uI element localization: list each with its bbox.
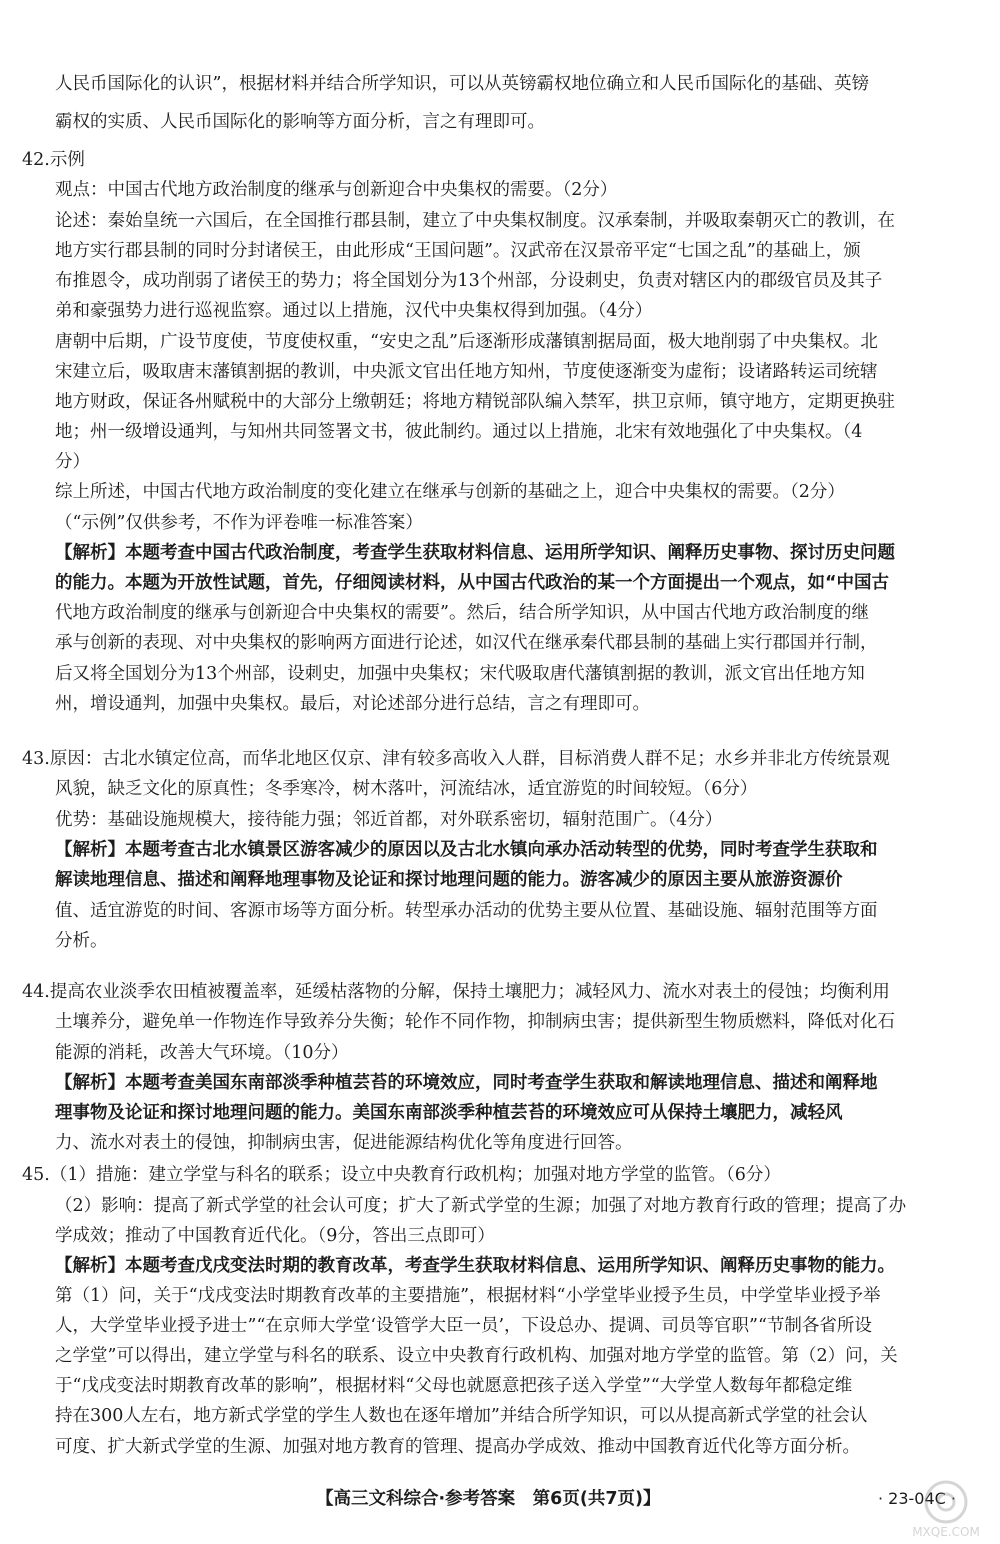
text-line: 后又将全国划分为13个州部，设刺史，加强中央集权；宋代吸取唐代藩镇割据的教训，派文官出任地方知 [55, 664, 865, 684]
text-line: 布推恩令，成功削弱了诸侯王的势力；将全国划分为13个州部，分设刺史，负责对辖区内的郡级官员及其子 [55, 271, 883, 291]
text-line: 于“戊戌变法时期教育改革的影响”，根据材料“父母也就愿意把孩子送入学堂”“大学堂人数每年都稳定维 [55, 1376, 853, 1396]
text-line: 地方财政，保证各州赋税中的大部分上缴朝廷；将地方精锐部队编入禁军，拱卫京师，镇守地方，定期更换驻 [55, 392, 895, 412]
text-line: 【解析】本题考查古北水镇景区游客减少的原因以及古北水镇向承办活动转型的优势，同时考查学生获取和 [55, 840, 878, 860]
text-line: 弟和豪强势力进行巡视监察。通过以上措施，汉代中央集权得到加强。（4分） [55, 301, 653, 321]
text-line: 州，增设通判，加强中央集权。最后，对论述部分进行总结，言之有理即可。 [55, 694, 650, 714]
text-line: （2）影响：提高了新式学堂的社会认可度；扩大了新式学堂的生源；加强了对地方教育行政的管理；提高了办 [55, 1196, 907, 1216]
text-line: （“示例”仅供参考，不作为评卷唯一标准答案） [55, 513, 423, 533]
text-line: 43.原因：古北水镇定位高，而华北地区仅京、津有较多高收入人群，目标消费人群不足；水乡并非北方传统景观 [22, 749, 890, 769]
text-line: 综上所述，中国古代地方政治制度的变化建立在继承与创新的基础之上，迎合中央集权的需要。（2分） [55, 482, 845, 502]
text-line: 分） [55, 452, 90, 472]
text-line: 【解析】本题考查中国古代政治制度，考查学生获取材料信息、运用所学知识、阐释历史事物、探讨历史问题 [55, 543, 895, 563]
text-line: 45.（1）措施：建立学堂与科名的联系；设立中央教育行政机构；加强对地方学堂的监管。（6分） [22, 1165, 781, 1185]
text-line: 力、流水对表土的侵蚀，抑制病虫害，促进能源结构优化等角度进行回答。 [55, 1133, 633, 1153]
text-line: 霸权的实质、人民币国际化的影响等方面分析，言之有理即可。 [55, 112, 545, 132]
text-line: 论述：秦始皇统一六国后，在全国推行郡县制，建立了中央集权制度。汉承秦制，并吸取秦朝灭亡的教训，在 [55, 211, 895, 231]
text-line: 代地方政治制度的继承与创新迎合中央集权的需要”。然后，结合所学知识，从中国古代地方政治制度的继 [55, 603, 869, 623]
text-line: 人民币国际化的认识”，根据材料并结合所学知识，可以从英镑霸权地位确立和人民币国际化的基础、英镑 [55, 74, 869, 94]
page-footer: 【高三文科综合·参考答案 第6页(共7页)】 [316, 1489, 661, 1509]
text-line: 唐朝中后期，广设节度使，节度使权重，“安史之乱”后逐渐形成藩镇割据局面，极大地削弱了中央集权。北 [55, 332, 878, 352]
text-line: 44.提高农业淡季农田植被覆盖率，延缓枯落物的分解，保持土壤肥力；减轻风力、流水对表土的侵蚀；均衡利用 [22, 982, 890, 1002]
text-line: 解读地理信息、描述和阐释地理事物及论证和探讨地理问题的能力。游客减少的原因主要从旅游资源价 [55, 870, 843, 890]
text-line: 【解析】本题考查戊戌变法时期的教育改革，考查学生获取材料信息、运用所学知识、阐释历史事物的能力。 [55, 1256, 895, 1276]
text-line: 的能力。本题为开放性试题，首先，仔细阅读材料，从中国古代政治的某一个方面提出一个观点，如“中国古 [55, 573, 889, 593]
watermark-text: MXQE.COM [912, 1525, 980, 1539]
text-line: 之学堂”可以得出，建立学堂与科名的联系、设立中央教育行政机构、加强对地方学堂的监管。第（2）问，关 [55, 1346, 898, 1366]
text-line: 可度、扩大新式学堂的生源、加强对地方教育的管理、提高办学成效、推动中国教育近代化等方面分析。 [55, 1437, 860, 1457]
text-line: 人，大学堂毕业授予进士”“在京师大学堂‘设管学大臣一员’，下设总办、提调、司员等官职”“节制各省所设 [55, 1316, 872, 1336]
text-line: 持在300人左右，地方新式学堂的学生人数也在逐年增加”并结合所学知识，可以从提高新式学堂的社会认 [55, 1406, 868, 1426]
paper-code: · 23-04C · [878, 1489, 957, 1508]
text-line: 土壤养分，避免单一作物连作导致养分失衡；轮作不同作物，抑制病虫害；提供新型生物质燃料，降低对化石 [55, 1012, 895, 1032]
text-line: 地；州一级增设通判，与知州共同签署文书，彼此制约。通过以上措施，北宋有效地强化了中央集权。（4 [55, 422, 863, 442]
text-line: 风貌，缺乏文化的原真性；冬季寒冷，树木落叶，河流结冰，适宜游览的时间较短。（6分） [55, 779, 758, 799]
text-line: 观点：中国古代地方政治制度的继承与创新迎合中央集权的需要。（2分） [55, 180, 618, 200]
text-line: 【解析】本题考查美国东南部淡季种植芸苔的环境效应，同时考查学生获取和解读地理信息、描述和阐释地 [55, 1073, 878, 1093]
site-watermark-logo [900, 1478, 992, 1540]
text-line: 分析。 [55, 931, 108, 951]
text-line: 值、适宜游览的时间、客源市场等方面分析。转型承办活动的优势主要从位置、基础设施、辐射范围等方面 [55, 901, 878, 921]
text-line: 地方实行郡县制的同时分封诸侯王，由此形成“王国问题”。汉武帝在汉景帝平定“七国之乱”的基础上，颁 [55, 241, 861, 261]
text-line: 承与创新的表现、对中央集权的影响两方面进行论述，如汉代在继承秦代郡县制的基础上实行郡国并行制， [55, 633, 878, 653]
text-line: 理事物及论证和探讨地理问题的能力。美国东南部淡季种植芸苔的环境效应可从保持土壤肥力，减轻风 [55, 1103, 843, 1123]
text-line: 优势：基础设施规模大，接待能力强；邻近首都，对外联系密切，辐射范围广。（4分） [55, 810, 723, 830]
text-line: 第（1）问，关于“戊戌变法时期教育改革的主要措施”，根据材料“小学堂毕业授予生员，中学堂毕业授予举 [55, 1286, 881, 1306]
text-line: 能源的消耗，改善大气环境。（10分） [55, 1043, 349, 1063]
text-line: 学成效；推动了中国教育近代化。（9分，答出三点即可） [55, 1226, 495, 1246]
text-line: 宋建立后，吸取唐末藩镇割据的教训，中央派文官出任地方知州，节度使逐渐变为虚衔；设诸路转运司统辖 [55, 362, 878, 382]
text-line: 42.示例 [22, 150, 85, 170]
